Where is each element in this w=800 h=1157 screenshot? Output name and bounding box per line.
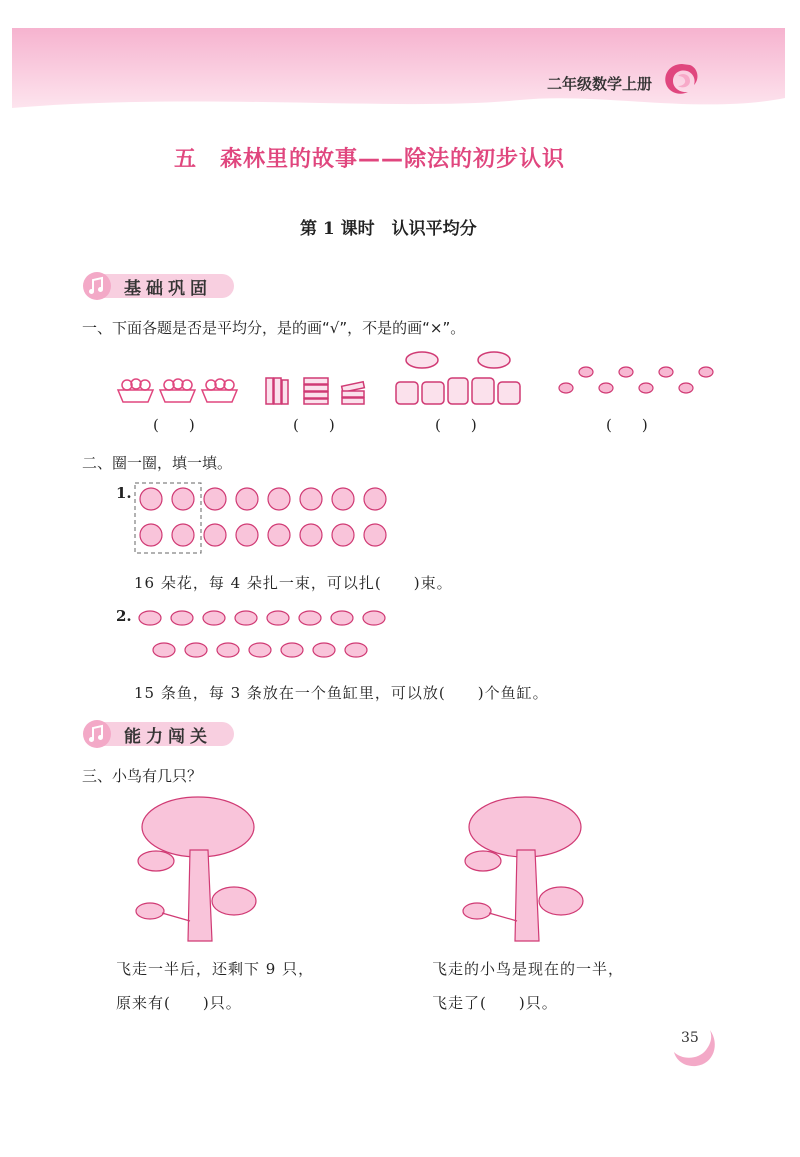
chapter-title: 五 森林里的故事——除法的初步认识 <box>174 147 566 172</box>
fish-group-icon <box>134 604 414 666</box>
item-number: 2. <box>116 607 132 625</box>
music-note-icon <box>82 271 112 301</box>
item-1-text: 16 朵花，每 4 朵扎一束，可以扎( )束。 <box>134 574 453 592</box>
fruit-basket-icon <box>115 372 240 408</box>
candy-icon <box>548 352 716 406</box>
q3-left-line1: 飞走一半后，还剩下 9 只， <box>116 960 315 978</box>
q3-left-line2: 原来有( )只。 <box>116 994 242 1012</box>
tree-with-birds-icon <box>128 795 263 943</box>
book-stack-icon <box>262 372 372 408</box>
page-number: 35 <box>681 1030 699 1046</box>
item-2-text: 15 条鱼，每 3 条放在一个鱼缸里，可以放( )个鱼缸。 <box>134 684 549 702</box>
answer-blank[interactable]: ( ) <box>293 416 335 434</box>
tree-with-birds-icon <box>455 795 590 943</box>
section-label: 基础巩固 <box>98 274 234 298</box>
section-label: 能力闯关 <box>98 722 234 746</box>
book-title: 二年级数学上册 <box>547 75 653 93</box>
q3-right-line2: 飞走了( )只。 <box>432 994 558 1012</box>
answer-blank[interactable]: ( ) <box>435 416 477 434</box>
question-3: 三、小鸟有几只？ <box>82 767 203 785</box>
section-banner-basic <box>82 271 234 301</box>
q3-right-line1: 飞走的小鸟是现在的一半， <box>432 960 625 978</box>
flower-grid-icon <box>134 482 396 554</box>
section-banner-ability <box>82 719 234 749</box>
music-note-icon <box>82 719 112 749</box>
lesson-title: 第 1 课时 认识平均分 <box>300 219 477 239</box>
answer-blank[interactable]: ( ) <box>606 416 648 434</box>
cake-icon <box>392 348 530 410</box>
item-number: 1. <box>116 484 132 502</box>
answer-blank[interactable]: ( ) <box>153 416 195 434</box>
swirl-logo-icon <box>660 60 702 100</box>
question-1: 一、下面各题是否是平均分，是的画“√”，不是的画“×”。 <box>82 319 466 337</box>
question-2: 二、圈一圈，填一填。 <box>82 454 233 472</box>
